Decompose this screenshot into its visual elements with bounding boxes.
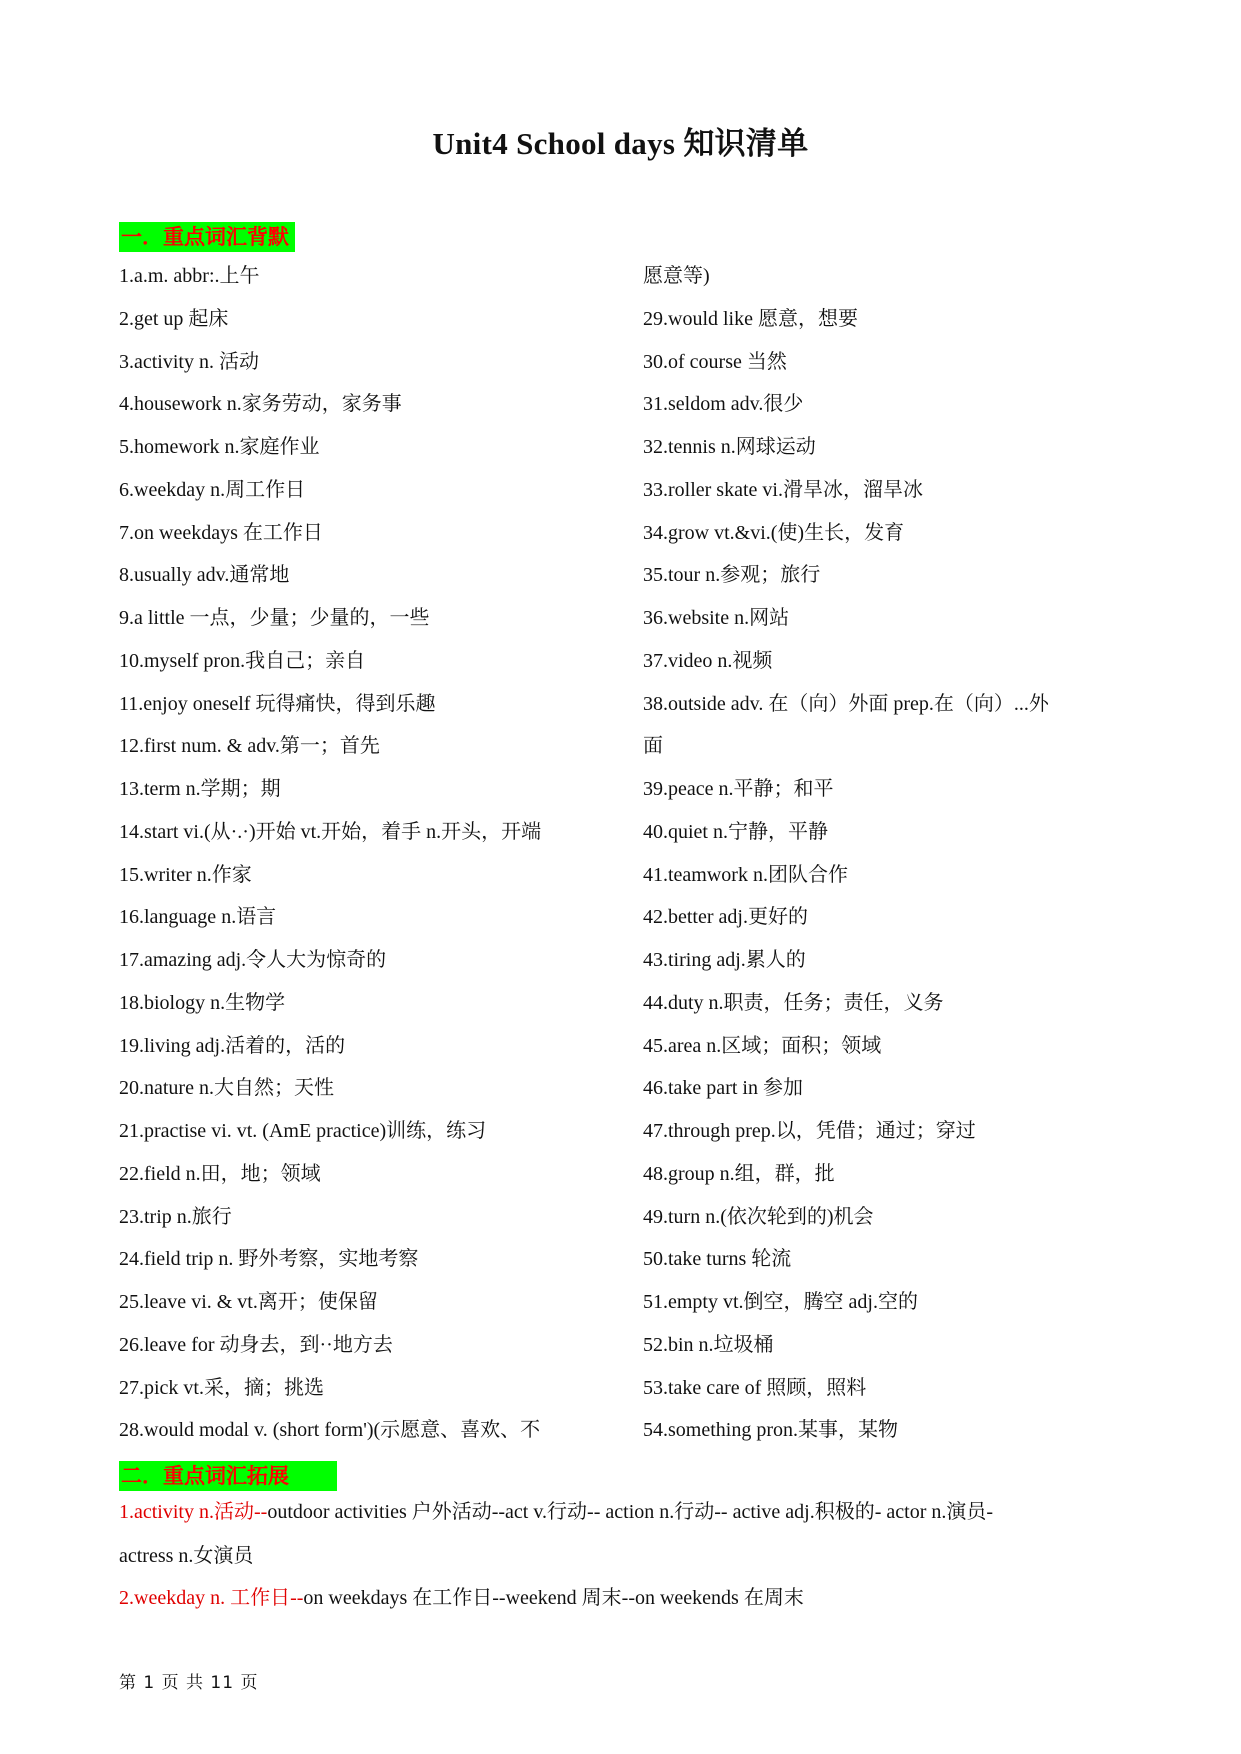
vocab-item: 49.turn n.(依次轮到的)机会 xyxy=(643,1205,874,1228)
vocab-item: 34.grow vt.&vi.(使)生长，发育 xyxy=(643,521,905,544)
vocab-item: 51.empty vt.倒空，腾空 adj.空的 xyxy=(643,1291,918,1313)
vocab-item: 8.usually adv.通常地 xyxy=(119,564,290,587)
vocab-list-right xyxy=(643,260,1049,1457)
vocab-item: 53.take care of 照顾，照料 xyxy=(643,1376,867,1399)
extension-item-1-continued: actress n.女演员 xyxy=(119,1545,254,1567)
vocab-item: 42.better adj.更好的 xyxy=(643,906,808,929)
vocab-item: 6.weekday n.周工作日 xyxy=(119,478,306,501)
vocab-item: 3.activity n. 活动 xyxy=(119,350,259,373)
vocab-item: 23.trip n.旅行 xyxy=(119,1205,232,1228)
vocab-item: 4.housework n.家务劳动，家务事 xyxy=(119,393,402,416)
vocab-item: 47.through prep.以，凭借；通过；穿过 xyxy=(643,1120,976,1142)
vocab-item: 11.enjoy oneself 玩得痛快，得到乐趣 xyxy=(119,692,436,715)
vocab-item: 18.biology n.生物学 xyxy=(119,991,286,1014)
vocab-item: 20.nature n.大自然；天性 xyxy=(119,1077,334,1100)
vocab-item: 31.seldom adv.很少 xyxy=(643,393,804,416)
vocab-item: 9.a little 一点，少量；少量的，一些 xyxy=(119,607,430,629)
vocab-item: 25.leave vi. & vt.离开；使保留 xyxy=(119,1291,378,1313)
vocab-item: 19.living adj.活着的，活的 xyxy=(119,1034,346,1057)
section-heading-vocab: 一．重点词汇背默 xyxy=(119,222,295,252)
vocab-item: 26.leave for 动身去，到··地方去 xyxy=(119,1333,393,1356)
vocab-item: 38.outside adv. 在（向）外面 prep.在（向）...外 xyxy=(643,692,1049,715)
extension-item-2-text: on weekdays 在工作日--weekend 周末--on weekends 在周末 xyxy=(303,1587,804,1609)
page-footer: 第 1 页 共 11 页 xyxy=(119,1673,259,1693)
vocab-item: 10.myself pron.我自己；亲自 xyxy=(119,649,366,672)
vocab-item: 29.would like 愿意，想要 xyxy=(643,307,858,330)
vocab-item: 46.take part in 参加 xyxy=(643,1077,803,1100)
page-title: Unit4 School days 知识清单 xyxy=(432,126,809,161)
section-heading-extension: 二．重点词汇拓展 xyxy=(119,1461,337,1491)
vocab-item: 21.practise vi. vt. (AmE practice)训练，练习 xyxy=(119,1120,487,1142)
vocab-item: 5.homework n.家庭作业 xyxy=(119,436,320,458)
vocab-item: 27.pick vt.采，摘；挑选 xyxy=(119,1376,324,1399)
extension-item-1 xyxy=(119,1496,993,1528)
vocab-item: 39.peace n.平静；和平 xyxy=(643,778,834,800)
vocab-item: 45.area n.区域；面积；领域 xyxy=(643,1034,882,1057)
vocab-item: 愿意等) xyxy=(643,265,710,287)
vocab-item: 16.language n.语言 xyxy=(119,906,277,929)
vocab-item: 面 xyxy=(643,735,663,758)
vocab-item: 15.writer n.作家 xyxy=(119,863,252,886)
vocab-item: 35.tour n.参观；旅行 xyxy=(643,564,821,587)
vocab-item: 40.quiet n.宁静，平静 xyxy=(643,820,828,843)
vocab-item: 2.get up 起床 xyxy=(119,307,229,330)
extension-item-2-lead: 2.weekday n. 工作日-- xyxy=(119,1587,304,1609)
vocab-item: 52.bin n.垃圾桶 xyxy=(643,1333,774,1356)
vocab-item: 54.something pron.某事，某物 xyxy=(643,1419,898,1442)
vocab-item: 37.video n.视频 xyxy=(643,649,773,672)
vocab-item: 7.on weekdays 在工作日 xyxy=(119,521,323,544)
vocab-item: 1.a.m. abbr:.上午 xyxy=(119,265,260,287)
vocab-item: 43.tiring adj.累人的 xyxy=(643,949,806,971)
vocab-item: 32.tennis n.网球运动 xyxy=(643,436,816,458)
vocab-item: 30.of course 当然 xyxy=(643,350,787,373)
vocab-list-left xyxy=(119,260,541,1457)
vocab-item: 50.take turns 轮流 xyxy=(643,1248,792,1271)
vocab-item: 41.teamwork n.团队合作 xyxy=(643,863,848,886)
extension-item-1-text: outdoor activities 户外活动--act v.行动-- action n.行动-- active adj.积极的- actor n.演员- xyxy=(267,1501,994,1523)
vocab-item: 48.group n.组，群，批 xyxy=(643,1162,835,1185)
vocab-item: 28.would modal v. (short form')(示愿意、喜欢、不 xyxy=(119,1419,541,1442)
vocab-item: 24.field trip n. 野外考察，实地考察 xyxy=(119,1248,419,1271)
vocab-item: 17.amazing adj.令人大为惊奇的 xyxy=(119,949,387,971)
vocab-item: 33.roller skate vi.滑旱冰，溜旱冰 xyxy=(643,478,923,501)
vocab-item: 36.website n.网站 xyxy=(643,607,790,629)
vocab-item: 12.first num. & adv.第一；首先 xyxy=(119,735,380,758)
vocab-item: 44.duty n.职责，任务；责任，义务 xyxy=(643,991,944,1014)
extension-item-2 xyxy=(119,1582,804,1614)
vocab-item: 13.term n.学期；期 xyxy=(119,778,281,800)
vocab-item: 14.start vi.(从·.·)开始 vt.开始，着手 n.开头，开端 xyxy=(119,820,542,843)
vocab-item: 22.field n.田，地；领域 xyxy=(119,1162,321,1185)
extension-item-1-lead: 1.activity n.活动-- xyxy=(119,1501,268,1523)
